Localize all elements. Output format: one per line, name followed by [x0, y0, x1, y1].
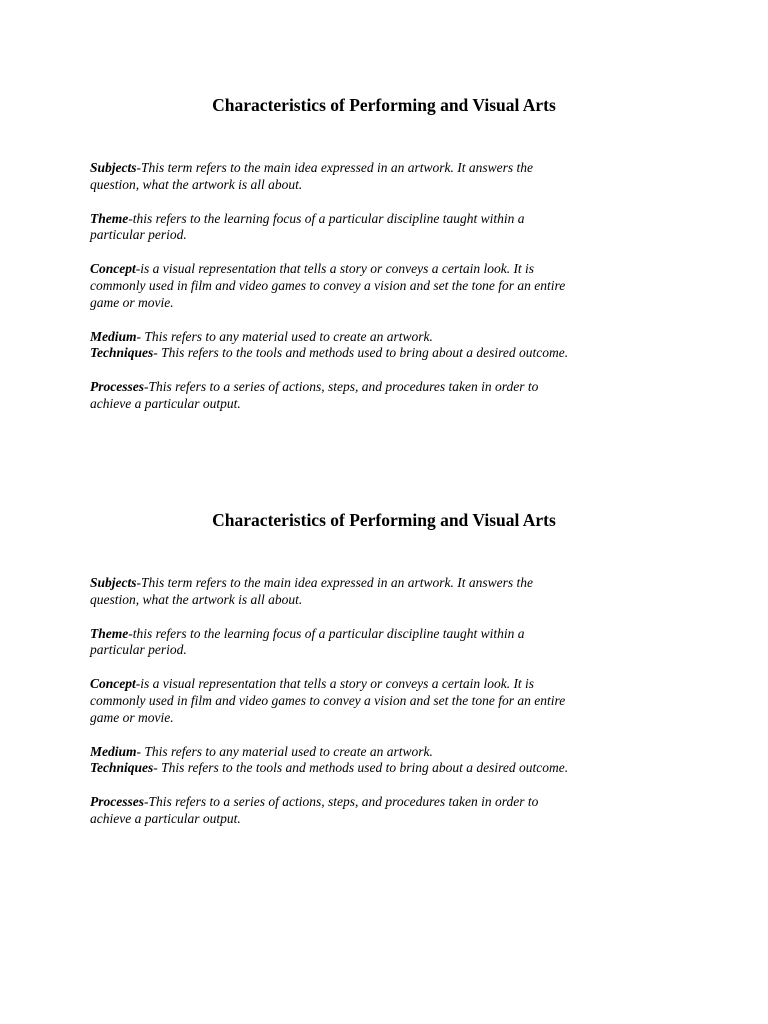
term-label: Concept	[90, 261, 136, 277]
page-title: Characteristics of Performing and Visual Arts	[212, 95, 556, 115]
definition-text: -this refers to the learning focus of a particular discipline taught within a particular period.	[90, 625, 525, 658]
term-label: Concept	[90, 676, 136, 692]
definition-processes	[90, 379, 570, 413]
definition-subjects	[90, 160, 570, 194]
definition-text: -this refers to the learning focus of a particular discipline taught within a particular period.	[90, 210, 525, 243]
term-label: Subjects	[90, 575, 137, 590]
section-second	[0, 509, 768, 826]
term-label: Subjects	[90, 160, 137, 175]
definition-list	[90, 160, 570, 430]
term-label: Processes	[90, 794, 144, 810]
definition-text: -is a visual representation that tells a story or conveys a certain look. It is commonly used in film and video games to convey a vision and set the tone for an entire game or movie.	[90, 676, 566, 725]
definition-text: -This term refers to the main idea expressed in an artwork. It answers the question, what the artwork is all about.	[90, 575, 533, 607]
term-label: Processes	[90, 379, 144, 395]
term-label: Medium	[90, 743, 137, 759]
definition-text: -This refers to a series of actions, steps, and procedures taken in order to achieve a particular output.	[90, 794, 539, 826]
term-label: Theme	[90, 625, 129, 641]
definition-processes	[90, 794, 570, 828]
definition-text: -is a visual representation that tells a story or conveys a certain look. It is commonly used in film and video games to convey a vision and set the tone for an entire game or movie.	[90, 261, 566, 310]
definition-theme	[90, 626, 570, 660]
definition-text: - This refers to the tools and methods used to bring about a desired outcome.	[153, 760, 569, 776]
section-first	[0, 94, 768, 411]
term-label: Techniques	[90, 345, 154, 361]
term-label: Theme	[90, 210, 129, 226]
term-label: Techniques	[90, 760, 154, 776]
definition-text: -This term refers to the main idea expressed in an artwork. It answers the question, what the artwork is all about.	[90, 160, 533, 192]
definition-medium	[90, 744, 570, 761]
definition-text: - This refers to any material used to create an artwork.	[136, 743, 433, 759]
term-label: Medium	[90, 328, 137, 344]
definition-techniques	[90, 345, 570, 362]
definition-list	[90, 575, 570, 845]
definition-concept	[90, 676, 570, 726]
definition-text: -This refers to a series of actions, steps, and procedures taken in order to achieve a particular output.	[90, 379, 539, 411]
definition-text: - This refers to the tools and methods used to bring about a desired outcome.	[153, 345, 569, 361]
definition-theme	[90, 211, 570, 245]
page-title: Characteristics of Performing and Visual Arts	[212, 510, 556, 530]
definition-subjects	[90, 575, 570, 609]
definition-medium	[90, 329, 570, 346]
definition-text: - This refers to any material used to create an artwork.	[136, 328, 433, 344]
definition-techniques	[90, 760, 570, 777]
definition-concept	[90, 261, 570, 311]
